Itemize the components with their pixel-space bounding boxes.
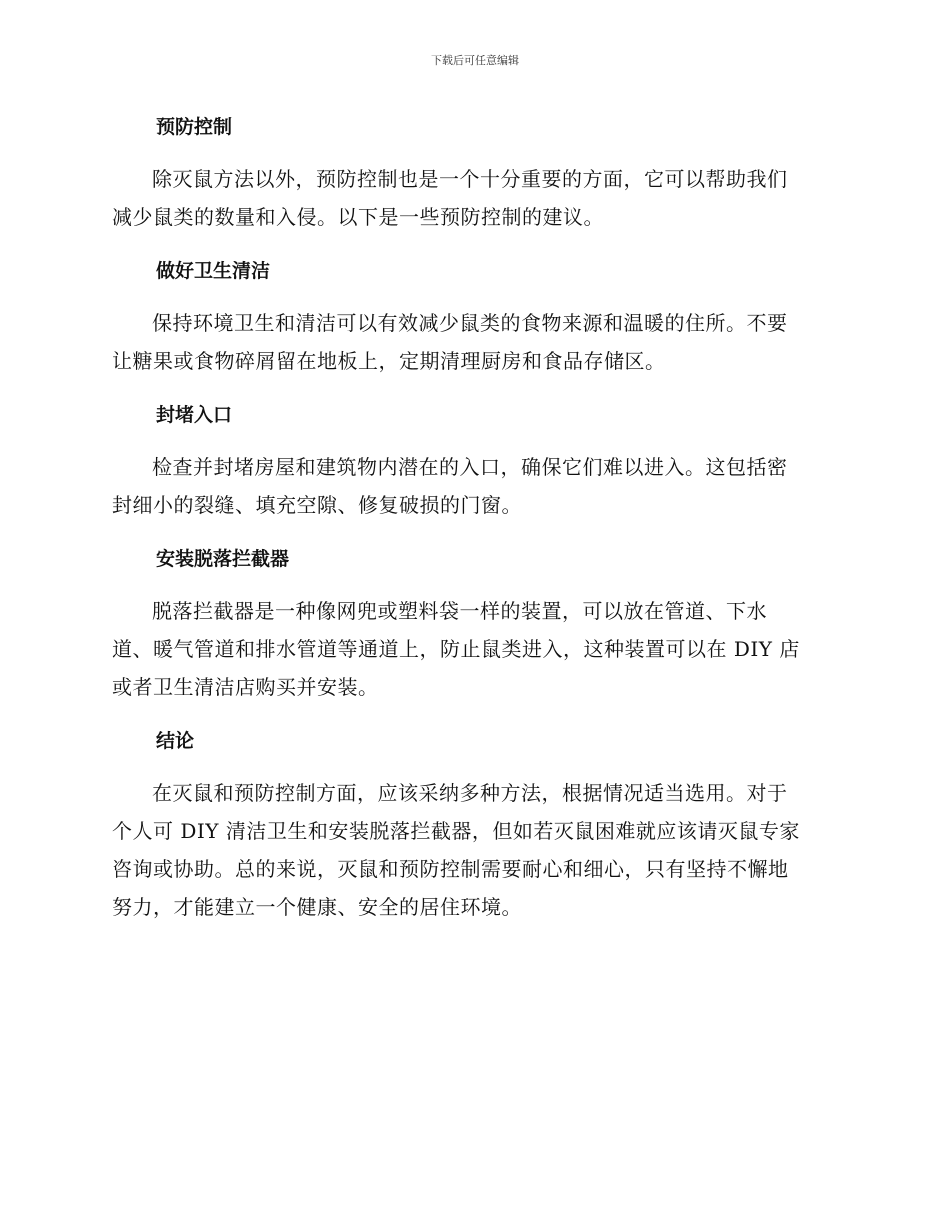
paragraph-interceptor [112,592,834,706]
section-heading-conclusion: 结论 [156,730,195,752]
paragraph-prevention [112,160,834,236]
paragraph-hygiene [112,304,834,380]
section-heading-seal-entrances: 封堵入口 [156,404,233,426]
paragraph-line: 减少鼠类的数量和入侵。以下是一些预防控制的建议。 [112,205,604,229]
section-heading-prevention: 预防控制 [156,116,233,138]
paragraph-line: 在灭鼠和预防控制方面，应该采纳多种方法，根据情况适当选用。对于 [152,781,788,805]
page-header: 下载后可任意编辑 [431,54,519,67]
document-body [112,110,834,944]
paragraph-line: 脱落拦截器是一种像网兜或塑料袋一样的装置，可以放在管道、下水 [152,599,767,623]
paragraph-line: 检查并封堵房屋和建筑物内潜在的入口，确保它们难以进入。这包括密 [152,455,788,479]
paragraph-line: 保持环境卫生和清洁可以有效减少鼠类的食物来源和温暖的住所。不要 [152,311,788,335]
section-heading-hygiene: 做好卫生清洁 [156,260,271,282]
paragraph-line: 封细小的裂缝、填充空隙、修复破损的门窗。 [112,493,522,517]
section-heading-interceptor: 安装脱落拦截器 [156,548,290,570]
paragraph-line: 或者卫生清洁店购买并安装。 [112,675,379,699]
paragraph-line: 除灭鼠方法以外，预防控制也是一个十分重要的方面，它可以帮助我们 [152,167,788,191]
paragraph-line: 努力，才能建立一个健康、安全的居住环境。 [112,895,522,919]
paragraph-conclusion [112,774,834,926]
paragraph-line: 咨询或协助。总的来说，灭鼠和预防控制需要耐心和细心，只有坚持不懈地 [112,857,789,881]
paragraph-line: 道、暖气管道和排水管道等通道上，防止鼠类进入，这种装置可以在 DIY 店 [112,637,800,661]
paragraph-line: 让糖果或食物碎屑留在地板上，定期清理厨房和食品存储区。 [112,349,666,373]
paragraph-seal-entrances [112,448,834,524]
paragraph-line: 个人可 DIY 清洁卫生和安装脱落拦截器，但如若灭鼠困难就应该请灭鼠专家 [112,819,800,843]
